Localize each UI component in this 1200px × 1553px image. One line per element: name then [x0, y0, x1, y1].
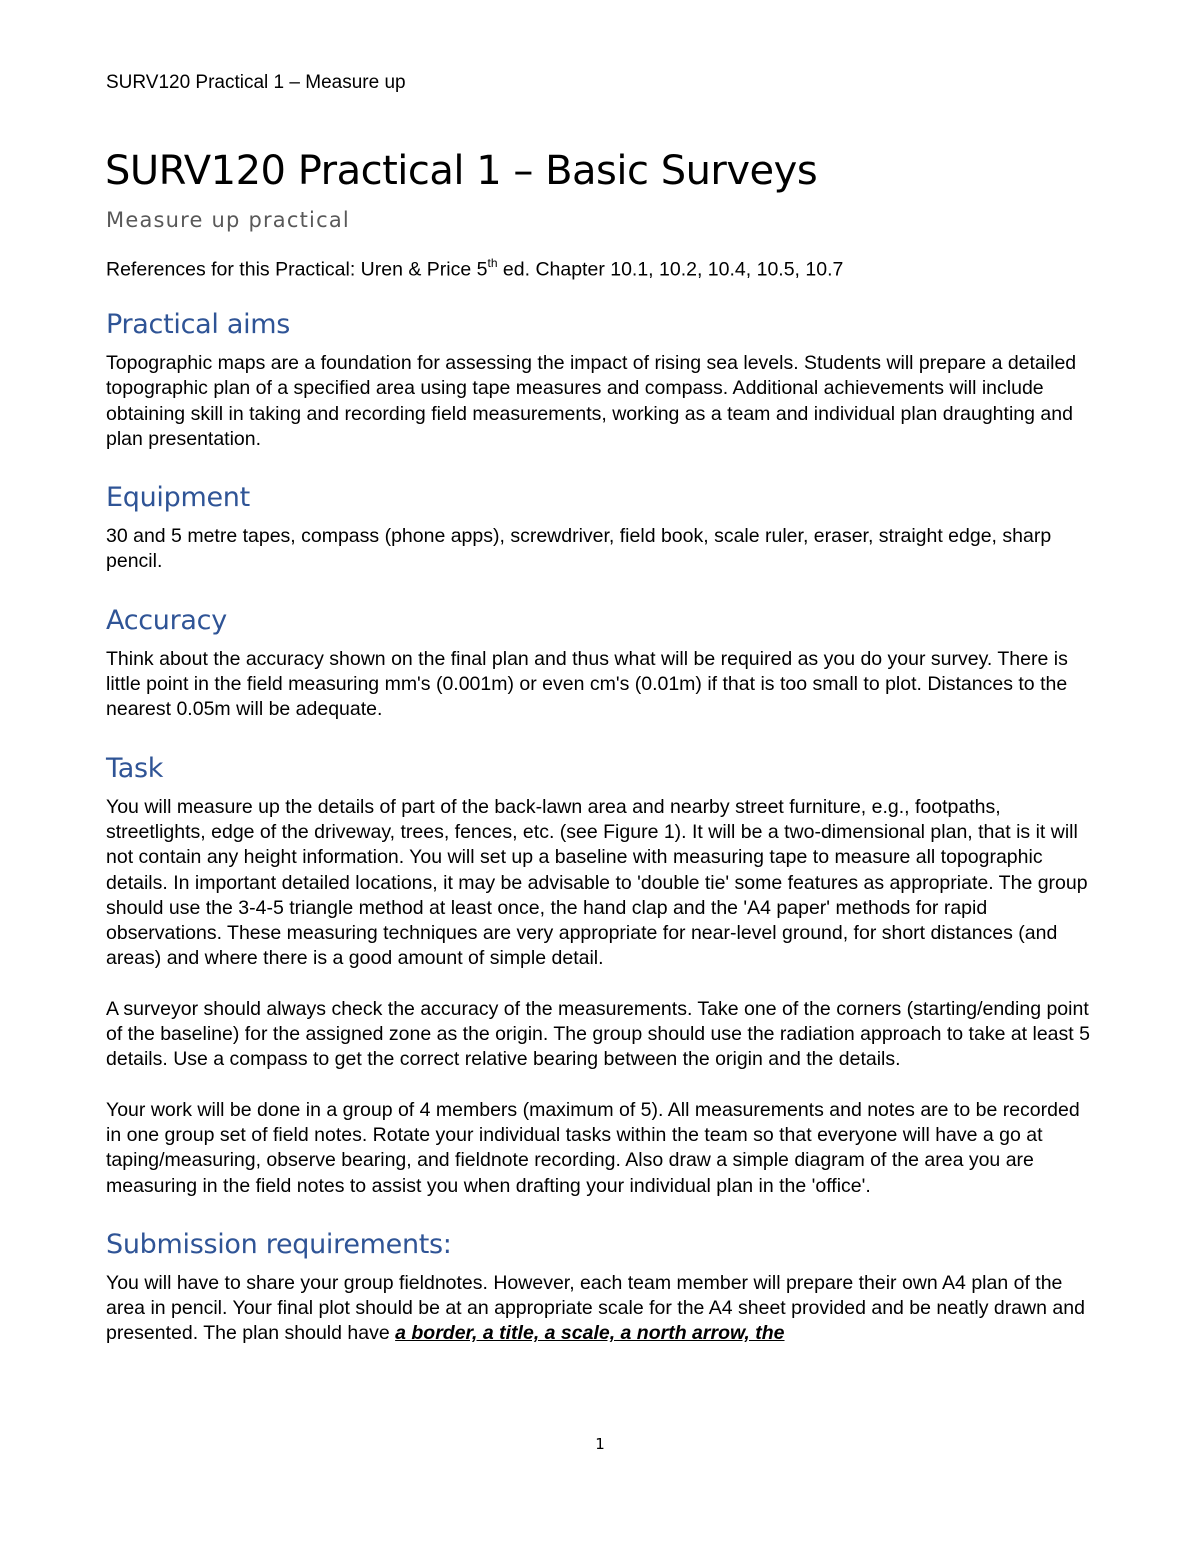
document-subtitle: Measure up practical: [106, 208, 350, 232]
accuracy-paragraph: Think about the accuracy shown on the final plan and thus what will be required as you do your survey. There is little point in the field measuring mm's (0.001m) or even cm's (0.01m) if that is too small to plot. Distances to the nearest 0.05m will be adequate.: [106, 647, 1068, 721]
running-header: SURV120 Practical 1 – Measure up: [106, 72, 406, 93]
section-heading-aims: Practical aims: [106, 309, 291, 340]
equipment-paragraph: 30 and 5 metre tapes, compass (phone apps), screwdriver, field book, scale ruler, eraser, straight edge, sharp pencil.: [106, 525, 1052, 573]
section-heading-task: Task: [106, 752, 164, 784]
page-number: 1: [595, 1435, 605, 1453]
section-equipment: [106, 478, 1096, 575]
task-paragraph-3: Your work will be done in a group of 4 members (maximum of 5). All measurements and notes are to be recorded in one group set of field notes. Rotate your individual tasks within the team so that everyone will have a go at taping/measuring, observe bearing, and fieldnote recording. Also draw a simple diagram of the area you are measuring in the field notes to assist you when drafting your individual plan in the 'office'.: [106, 1098, 1080, 1197]
submission-emphasis: a border, a title, a scale, a north arrow, the: [395, 1322, 785, 1345]
aims-paragraph: Topographic maps are a foundation for assessing the impact of rising sea levels. Students will prepare a detailed topographic plan of a specified area using tape measures and compass. Additional achievements will include obtaining skill in taking and recording field measurements, working as a team and individual plan draughting and plan presentation.: [106, 352, 1077, 450]
section-heading-submission: Submission requirements:: [106, 1228, 452, 1260]
section-aims: [106, 305, 1096, 452]
submission-text: You will have to share your group fieldnotes. However, each team member will prepare their own A4 plan of the area in pencil. Your final plot should be at an appropriate scale for the A4 sheet provided and be neatly drawn and presented. The plan should have: [106, 1271, 1085, 1345]
references-superscript: th: [487, 256, 498, 270]
references-line: [106, 257, 843, 282]
submission-paragraph: [106, 1271, 1096, 1347]
section-submission: [106, 1225, 1096, 1347]
document-body: [106, 305, 1096, 1373]
document-title: SURV120 Practical 1 – Basic Surveys: [105, 148, 818, 194]
section-task: [106, 749, 1096, 1199]
section-accuracy: [106, 601, 1096, 723]
task-paragraph-2: A surveyor should always check the accuracy of the measurements. Take one of the corners (starting/ending point of the baseline) for the assigned zone as the origin. The group should use the radiation approach to take at least 5 details. Use a compass to get the correct relative bearing between the origin and the details.: [106, 997, 1090, 1071]
section-heading-accuracy: Accuracy: [106, 604, 227, 636]
section-heading-equipment: Equipment: [106, 482, 250, 514]
references-suffix: ed. Chapter 10.1, 10.2, 10.4, 10.5, 10.7: [497, 258, 844, 281]
references-prefix: References for this Practical: Uren & Price 5: [106, 258, 488, 281]
task-paragraph-1: You will measure up the details of part of the back-lawn area and nearby street furniture, e.g., footpaths, streetlights, edge of the driveway, trees, fences, etc. (see Figure 1). It will be a two-dimensional plan, that is it will not contain any height information. You will set up a baseline with measuring tape to measure all topographic details. In important detailed locations, it may be advisable to 'double tie' some features as appropriate. The group should use the 3-4-5 triangle method at least once, the hand clap and the 'A4 paper' methods for rapid observations. These measuring techniques are very appropriate for near-level ground, for short distances (and areas) and where there is a good amount of simple detail.: [106, 795, 1088, 970]
